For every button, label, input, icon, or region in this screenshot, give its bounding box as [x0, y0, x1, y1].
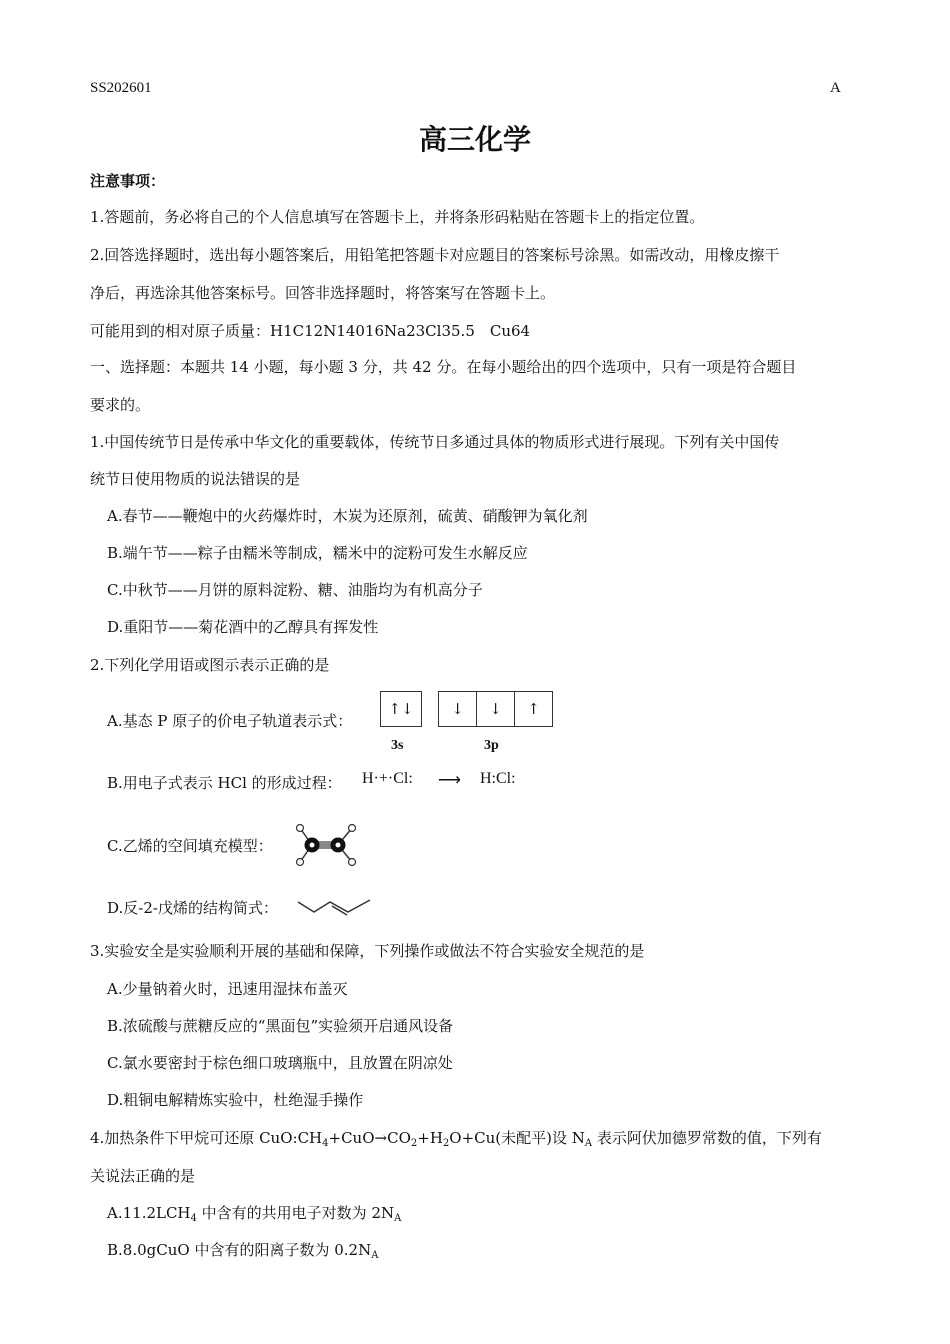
q4-option-a: $A.11.2LCH_4$ 中含有的共用电子对数为 $2N_A$	[107, 1204, 402, 1224]
q1-stem-b: 统节日使用物质的说法错误的是	[90, 470, 301, 488]
q3-option-c: C.氯水要密封于棕色细口玻璃瓶中，且放置在阴凉处	[107, 1054, 453, 1072]
q1-option-c: C.中秋节——月饼的原料淀粉、糖、油脂均为有机高分子	[107, 581, 483, 599]
electron-dot-arrow: ⟶	[438, 772, 461, 789]
pentene-skeletal-icon	[294, 892, 374, 918]
q2-option-d: D.反-2-戊烯的结构简式：	[107, 899, 278, 917]
q4-stem-b: 关说法正确的是	[90, 1167, 196, 1185]
q1-stem-a: 1.中国传统节日是传承中华文化的重要载体，传统节日多通过具体的物质形式进行展现。下列有关中国传	[90, 433, 780, 451]
orbital-3s-box	[380, 691, 422, 727]
orbital-label-3p: 3p	[484, 738, 499, 753]
section1-intro-b: 要求的。	[90, 396, 151, 414]
electron-dot-left: H·+·Cl:	[362, 770, 413, 787]
page-title: 高三化学	[418, 123, 531, 156]
q4-stem-a: 4.加热条件下甲烷可还原 $CuO:CH_4+CuO\to CO_2+H_2O+Cu$(未配平)设 $N_A$ 表示阿伏加德罗常数的值，下列有	[90, 1129, 822, 1149]
q2-stem: 2.下列化学用语或图示表示正确的是	[90, 656, 330, 674]
orbital-cell: ↑	[527, 700, 540, 718]
exam-code: SS202601	[90, 80, 152, 96]
orbital-cell: ↓	[439, 692, 477, 726]
q1-option-b: B.端午节——粽子由糯米等制成，糯米中的淀粉可发生水解反应	[107, 544, 528, 562]
notes-heading: 注意事项：	[90, 172, 166, 190]
q2-option-a: A.基态 P 原子的价电子轨道表示式：	[107, 712, 353, 730]
ethylene-model-icon	[288, 820, 368, 870]
q2-option-b: B.用电子式表示 HCl 的形成过程：	[107, 774, 342, 792]
note-2b: 净后，再选涂其他答案标号。回答非选择题时，将答案写在答题卡上。	[90, 284, 556, 302]
note-2a: 2.回答选择题时，选出每小题答案后，用铅笔把答题卡对应题目的答案标号涂黑。如需改动，用橡皮擦干	[90, 246, 780, 264]
orbital-label-3s: 3s	[391, 738, 404, 753]
q1-option-a: A.春节——鞭炮中的火药爆炸时，木炭为还原剂，硫黄、硝酸钾为氧化剂	[107, 507, 588, 525]
q2-option-c: C.乙烯的空间填充模型：	[107, 837, 273, 855]
q3-stem: 3.实验安全是实验顺利开展的基础和保障，下列操作或做法不符合实验安全规范的是	[90, 942, 645, 960]
orbital-cell: ↑↓	[388, 700, 414, 718]
note-1: 1.答题前，务必将自己的个人信息填写在答题卡上，并将条形码粘贴在答题卡上的指定位置。	[90, 208, 705, 226]
q3-option-d: D.粗铜电解精炼实验中，杜绝湿手操作	[107, 1091, 364, 1109]
atomic-masses: 可能用到的相对原子质量：H1C12N14016Na23Cl35.5 Cu64	[90, 322, 531, 340]
section1-intro-a: 一、选择题：本题共 14 小题，每小题 3 分，共 42 分。在每小题给出的四个选项中，只有一项是符合题目	[90, 358, 797, 376]
q1-option-d: D.重阳节——菊花酒中的乙醇具有挥发性	[107, 618, 379, 636]
q3-option-b: B.浓硫酸与蔗糖反应的“黑面包”实验须开启通风设备	[107, 1017, 454, 1035]
exam-version: A	[830, 80, 841, 96]
orbital-cell: ↓	[477, 692, 515, 726]
electron-dot-right: H:Cl:	[480, 770, 516, 787]
q4-option-b: B.8.0gCuO 中含有的阳离子数为 $0.2N_A$	[107, 1241, 379, 1261]
q3-option-a: A.少量钠着火时，迅速用湿抹布盖灭	[107, 980, 348, 998]
orbital-3p-box	[438, 691, 553, 727]
